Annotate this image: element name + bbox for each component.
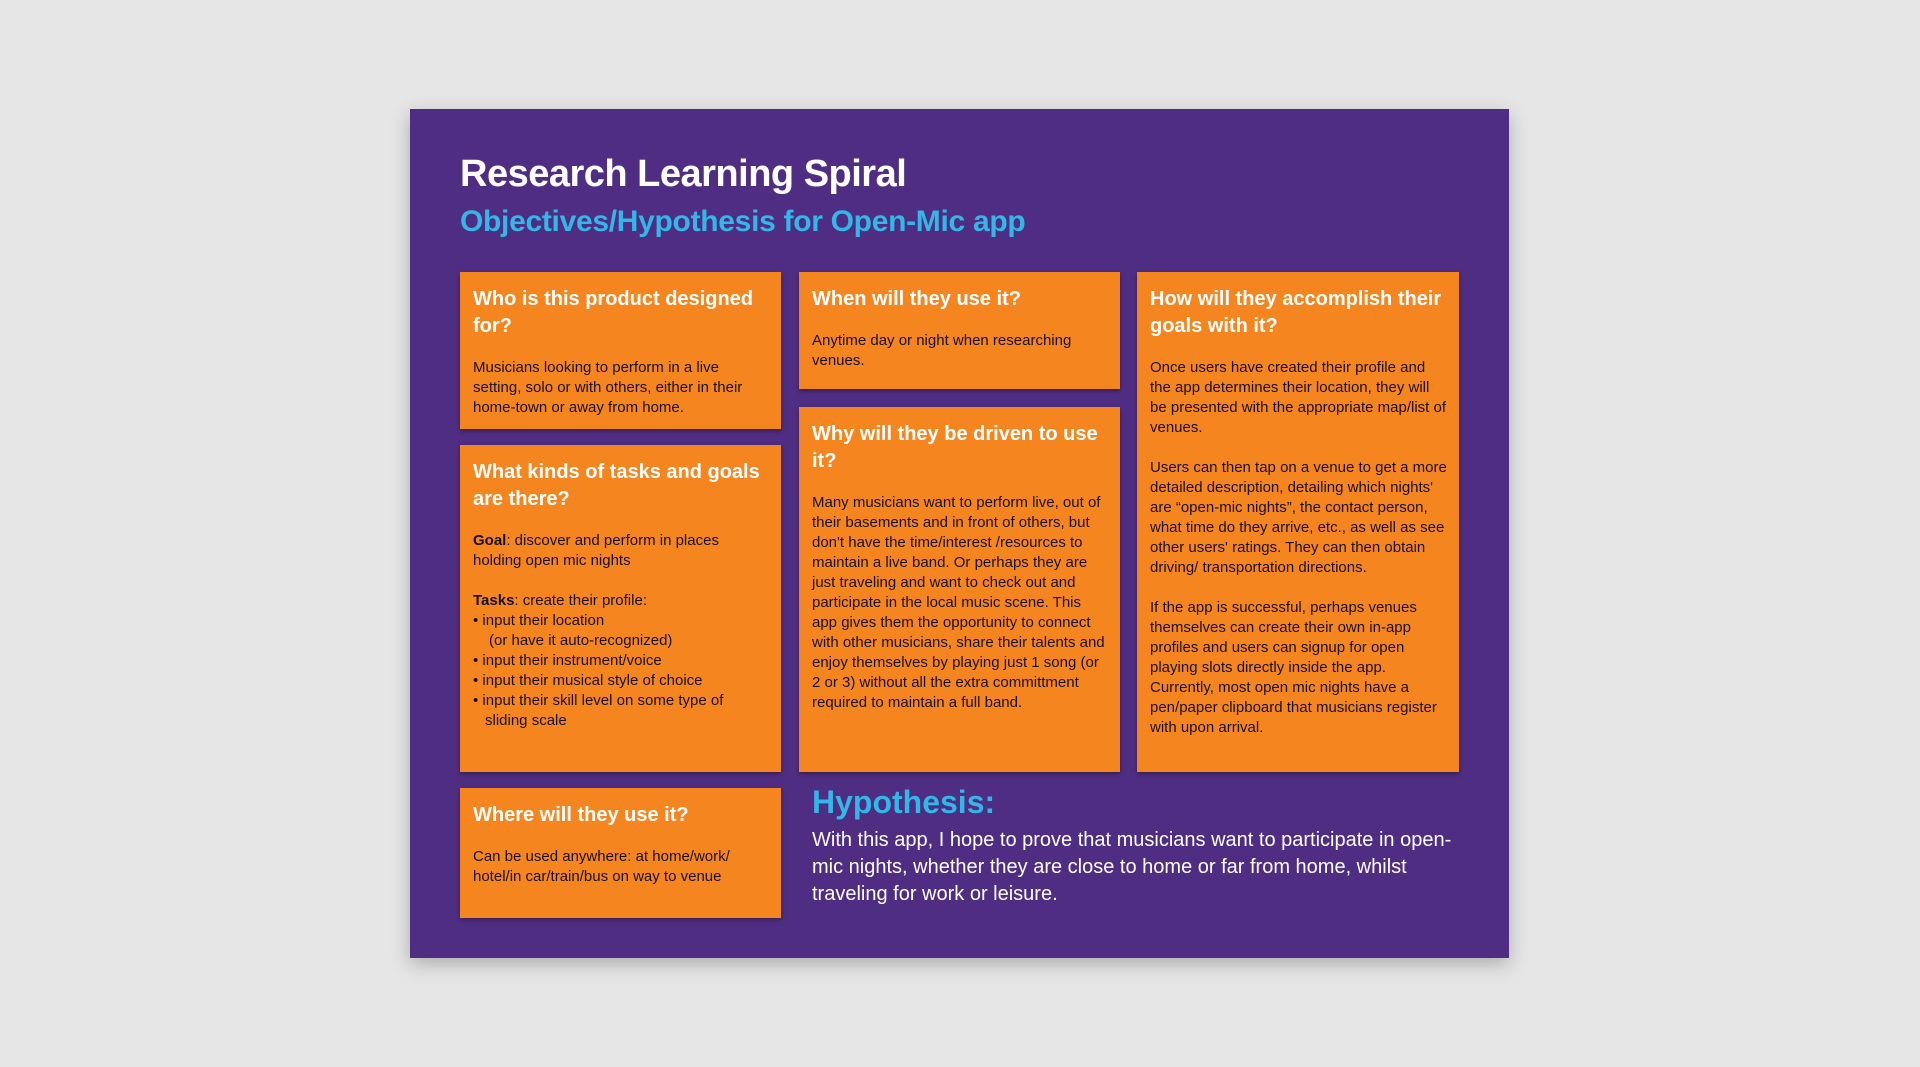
task-list-item: • input their instrument/voice <box>473 652 662 669</box>
task-list-item: • input their location (or have it auto-recognized) <box>473 611 769 651</box>
tasks-text: : create their profile: <box>514 592 647 609</box>
card-why-body: Many musicians want to perform live, out of their basements and in front of others, but don't have the time/interest /resources to maintain a live band. Or perhaps they are just traveling and want to check out and participate in the local music scene. This app gives them the opportunity to connect with other musicians, share their talents and enjoy themselves by playing just 1 song (or 2 or 3) without all the extra committment required to maintain a full band. <box>812 494 1105 711</box>
card-who <box>460 272 781 429</box>
goal-text: : discover and perform in places holding open mic nights <box>473 532 719 569</box>
card-how-paragraph-2: Users can then tap on a venue to get a more detailed description, detailing which nights' are “open-mic nights”, the contact person, what time do they arrive, etc., as well as see other users' ratings. They can then obtain driving/ transportation directions. <box>1150 459 1447 576</box>
tasks-label: Tasks <box>473 592 515 609</box>
card-who-body: Musicians looking to perform in a live setting, solo or with others, either in their home-town or away from home. <box>473 359 743 416</box>
task-list-item: • input their skill level on some type of sliding scale <box>473 692 724 729</box>
card-when <box>799 272 1120 389</box>
hypothesis-title: Hypothesis: <box>812 784 996 820</box>
page-title: Research Learning Spiral <box>460 153 907 195</box>
card-tasks-goal <box>473 531 769 571</box>
task-list-item: • input their musical style of choice <box>473 672 703 689</box>
card-tasks-title: What kinds of tasks and goals are there? <box>473 461 760 510</box>
goal-label: Goal <box>473 532 507 549</box>
card-tasks <box>460 445 781 772</box>
card-why-title: Why will they be driven to use it? <box>812 423 1098 472</box>
card-where-body: Can be used anywhere: at home/work/ hotel/in car/train/bus on way to venue <box>473 848 730 885</box>
card-where <box>460 788 781 918</box>
research-board <box>410 109 1509 958</box>
card-how-paragraph-1: Once users have created their profile and the app determines their location, they will be presented with the appropriate map/list of venues. <box>1150 359 1447 436</box>
task-location-note: (or have it auto-recognized) <box>489 632 673 649</box>
card-tasks-tasks <box>473 591 769 611</box>
card-how-title: How will they accomplish their goals with it? <box>1150 288 1442 337</box>
page-subtitle: Objectives/Hypothesis for Open-Mic app <box>460 205 1026 238</box>
card-where-title: Where will they use it? <box>473 804 689 826</box>
card-when-title: When will they use it? <box>812 288 1021 310</box>
card-who-title: Who is this product designed for? <box>473 288 753 337</box>
card-how <box>1137 272 1459 772</box>
card-how-paragraph-3: If the app is successful, perhaps venues themselves can create their own in-app profiles and users can signup for open playing slots directly inside the app. Currently, most open mic nights have a pen/paper clipboard that musicians register with upon arrival. <box>1150 599 1437 736</box>
hypothesis-text: With this app, I hope to prove that musicians want to participate in open-mic nights, whether they are close to home or far from home, whilst traveling for work or leisure. <box>812 829 1452 905</box>
card-why <box>799 407 1120 772</box>
card-when-body: Anytime day or night when researching venues. <box>812 332 1072 369</box>
task-list <box>473 611 769 731</box>
